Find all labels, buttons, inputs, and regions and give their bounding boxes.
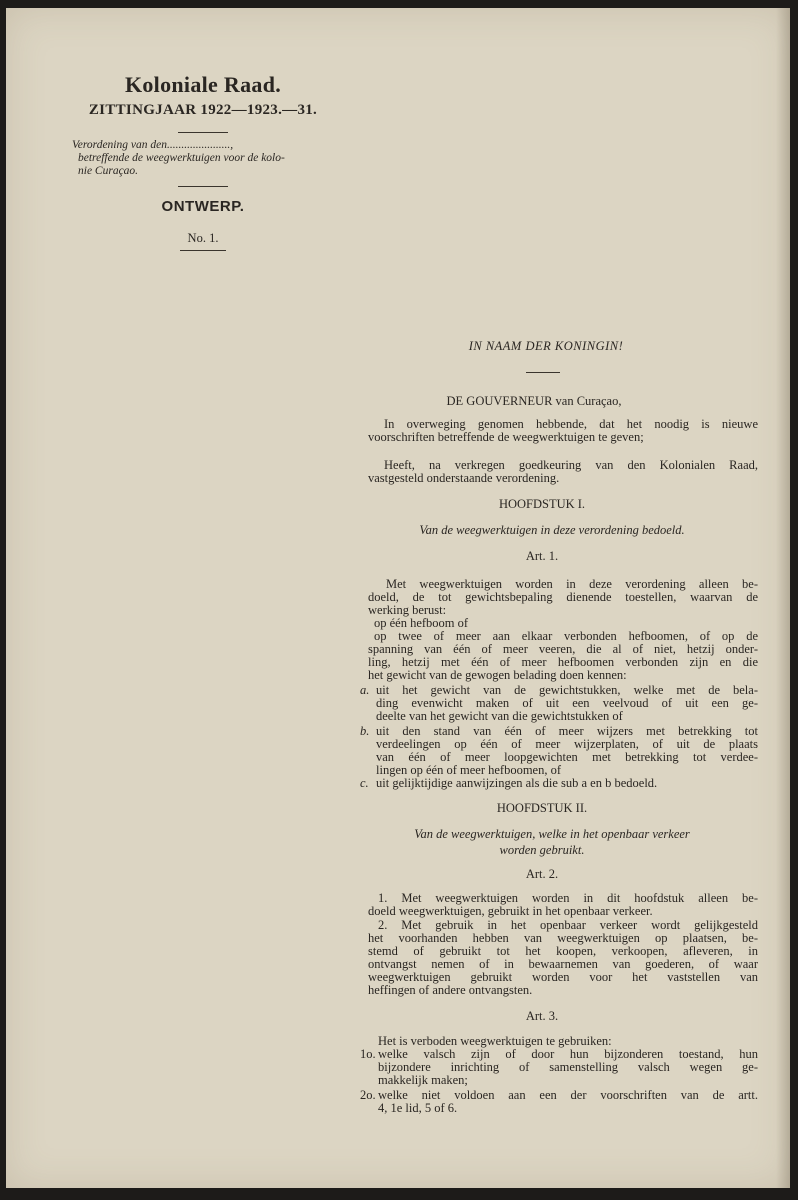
document-page: [6, 8, 790, 1188]
chapter-subtitle: Van de weegwerktuigen, welke in het openbaar verkeer: [414, 827, 690, 841]
subject-line: Verordening van den......................,: [72, 139, 234, 151]
divider-rule: [526, 372, 560, 373]
article-text-line: Het is verboden weegwerktuigen te gebruiken:: [378, 1034, 612, 1048]
item-line: verdeelingen op één of meer wijzerplaten, of uit de plaats: [376, 737, 758, 751]
preamble-line: voorschriften betreffende de weegwerktuigen te geven;: [368, 430, 644, 444]
article-text-line: heffingen of andere ontvangsten.: [368, 983, 533, 997]
subject-line: betreffende de weegwerktuigen voor de kolo-: [78, 152, 285, 164]
divider-rule: [180, 250, 226, 251]
article-number: Art. 3.: [525, 1009, 559, 1023]
preamble-line: In overweging genomen hebbende, dat het noodig is nieuwe: [384, 417, 758, 431]
chapter-subtitle: worden gebruikt.: [499, 843, 585, 857]
article-text-line: op één hefboom of: [374, 616, 469, 630]
article-text-line: doeld weegwerktuigen, gebruikt in het openbaar verkeer.: [368, 904, 653, 918]
article-text-line: het voorhanden hebben van weegwerktuigen op plaatsen, be-: [368, 931, 758, 945]
item-label: 2o.: [360, 1088, 376, 1102]
item-line: welke valsch zijn of door hun bijzonderen toestand, hun: [378, 1047, 758, 1061]
article-number: Art. 2.: [525, 867, 559, 881]
ordinance-subject: [72, 139, 337, 178]
approval-line: vastgesteld onderstaande verordening.: [368, 471, 560, 485]
article-text-line: stemd of gebruikt tot het koopen, verkoopen, afleveren, in: [368, 944, 758, 958]
item-label: b.: [360, 724, 370, 738]
item-line: lingen op één of meer hefboomen, of: [376, 763, 562, 777]
article-text-line: doeld, de tot gewichtsbepaling dienende toestellen, waarvan de: [368, 590, 758, 604]
subject-line: nie Curaçao.: [78, 165, 139, 177]
article-text-line: ling, hetzij met één of meer hefboomen verbonden zijn en die: [368, 655, 758, 669]
draft-number: No. 1.: [187, 231, 219, 245]
article-text-line: het gewicht van de gewogen belading doen kennen:: [368, 668, 627, 682]
article-text-line: spanning van één of meer veeren, die al of niet, hetzij onder-: [368, 642, 758, 656]
approval-line: Heeft, na verkregen goedkeuring van den Kolonialen Raad,: [384, 458, 758, 472]
article-text-line: op twee of meer aan elkaar verbonden hefboomen, of op de: [374, 629, 758, 643]
item-line: bijzondere inrichting of samenstelling valsch wegen ge-: [378, 1060, 758, 1074]
item-line: uit den stand van één of meer wijzers met betrekking tot: [376, 724, 758, 738]
article-text-line: weegwerktuigen gebruikt worden voor het vaststellen van: [368, 970, 758, 984]
item-line: ding evenwicht maken of uit een veelvoud of uit een ge-: [376, 696, 758, 710]
item-label: 1o.: [360, 1047, 376, 1061]
item-line: welke niet voldoen aan een der voorschriften van de artt.: [378, 1088, 758, 1102]
divider-rule: [178, 186, 228, 187]
chapter-heading: HOOFDSTUK II.: [496, 801, 588, 815]
council-title: Koloniale Raad.: [124, 72, 282, 97]
divider-rule: [178, 132, 228, 133]
item-line: van één of meer loopgewichten met betrekking tot verdee-: [376, 750, 758, 764]
item-line: 4, 1e lid, 5 of 6.: [378, 1101, 458, 1115]
session-year: ZITTINGJAAR 1922—1923.—31.: [88, 102, 318, 118]
article-text-line: 1. Met weegwerktuigen worden in dit hoofdstuk alleen be-: [378, 891, 758, 905]
item-line: deelte van het gewicht van die gewichtstukken of: [376, 709, 623, 723]
article-text-line: Met weegwerktuigen worden in deze verordening alleen be-: [386, 577, 758, 591]
invocation: IN NAAM DER KONINGIN!: [468, 339, 624, 353]
governor-line: DE GOUVERNEUR van Curaçao,: [446, 394, 622, 408]
item-label: a.: [360, 683, 370, 697]
article-text-line: 2. Met gebruik in het openbaar verkeer wordt gelijkgesteld: [378, 918, 758, 932]
chapter-heading: HOOFDSTUK I.: [498, 497, 586, 511]
article-text-line: werking berust:: [368, 603, 447, 617]
draft-label: ONTWERP.: [161, 198, 245, 215]
article-number: Art. 1.: [525, 549, 559, 563]
item-line: uit gelijktijdige aanwijzingen als die sub a en b bedoeld.: [376, 776, 658, 790]
item-line: uit het gewicht van de gewichtstukken, welke met de bela-: [376, 683, 758, 697]
item-line: makkelijk maken;: [378, 1073, 468, 1087]
chapter-subtitle: Van de weegwerktuigen in deze verordening bedoeld.: [419, 523, 685, 537]
article-text-line: ontvangst nemen of in bewaarnemen van goederen, of waar: [368, 957, 758, 971]
item-label: c.: [360, 776, 369, 790]
